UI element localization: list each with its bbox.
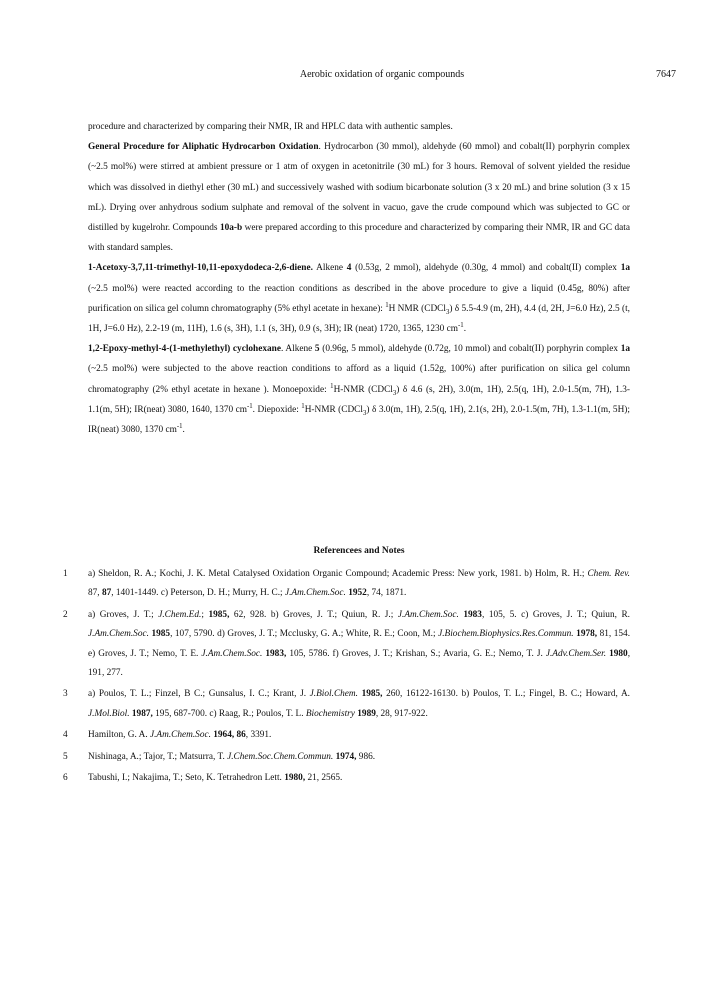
- year-bold: 1952: [348, 588, 367, 599]
- reference-item: [63, 726, 630, 745]
- reference-number: 3: [63, 689, 68, 700]
- text-span: a) Poulos, T. L.; Finzel, B C.; Gunsalus, I. C.; Krant, J.: [88, 689, 310, 700]
- text-span: , 105, 5. c) Groves, J. T.; Quiun, R.: [481, 609, 630, 620]
- text-span: ;: [201, 609, 209, 620]
- text-span: , 107, 5790. d) Groves, J. T.; Mcclusky, G. A.; White, R. E.; Coon, M.;: [170, 629, 439, 640]
- reference-item: [63, 769, 630, 788]
- reference-number: 1: [63, 569, 68, 579]
- text-span: (0.96g, 5 mmol), aldehyde (0.72g, 10 mmol) and cobalt(II) porphyrin complex: [319, 344, 621, 355]
- journal-name: Biochemistry: [305, 708, 355, 719]
- reference-text: [88, 769, 630, 788]
- journal-name: Chem. Rev.: [587, 569, 630, 579]
- year-bold: 1980: [609, 648, 628, 659]
- compound-label: 4: [346, 263, 352, 274]
- body-text: [88, 117, 630, 440]
- compound-label: 5: [314, 344, 320, 355]
- running-title: Aerobic oxidation of organic compounds: [299, 69, 465, 80]
- year-bold: 1964, 86: [213, 730, 246, 741]
- text-span: 105, 5786. f) Groves, J. T.; Krishan, S.; Avaria, G. E.; Nemo, T. J.: [286, 648, 546, 659]
- text-span: 87,: [88, 588, 102, 599]
- year-bold: 1978,: [576, 629, 598, 640]
- compound-label: 1a: [620, 344, 630, 355]
- text-span: , 191, 277.: [88, 648, 631, 679]
- reference-text: [88, 606, 630, 684]
- text-span: 195, 687-700. c) Raag, R.; Poulos, T. L.: [152, 708, 306, 719]
- text-span: 260, 16122-16130. b) Poulos, T. L.; Fingel, B. C.; Howard, A.: [382, 689, 630, 700]
- reference-text: [88, 726, 630, 745]
- year-bold: 1987,: [131, 708, 153, 719]
- year-bold: 1985,: [361, 689, 383, 700]
- compound-label: 10a-b: [219, 223, 243, 234]
- text-span: ) δ 5.5-4.9 (m, 2H), 4.4 (d, 2H, J=6.0 Hz), 2.5 (t, 1H, J=6.0 Hz), 2.2-19 (m, 11H), 1.6 (s, 3H), 1.1 (s, 3H), 0.9 (s, 3H); IR (neat) 1720, 1365, 1230 cm: [88, 303, 630, 335]
- text-span: H NMR (CDCl: [388, 303, 446, 314]
- superscript: -1: [458, 321, 464, 329]
- paragraph-acetoxy-compound: [88, 258, 630, 339]
- paragraph-general-procedure: [88, 137, 630, 258]
- text-span: , 1401-1449. c) Peterson, D. H.; Murry, H. C.;: [111, 588, 285, 599]
- year-bold: 1980,: [284, 773, 306, 784]
- reference-number: 4: [63, 730, 68, 741]
- superscript: 1: [330, 382, 334, 390]
- reference-item: [63, 685, 630, 724]
- text-span: , 3391.: [245, 730, 272, 741]
- year-bold: 1985,: [208, 609, 230, 620]
- text-span: (0.53g, 2 mmol), aldehyde (0.30g, 4 mmol) and cobalt(II) complex: [351, 263, 621, 274]
- reference-number: 6: [63, 773, 68, 784]
- subscript: 3: [362, 409, 367, 417]
- superscript: 1: [301, 402, 305, 410]
- text-span: Hamilton, G. A.: [88, 730, 150, 741]
- journal-name: J.Chem.Ed.: [158, 609, 202, 620]
- text-span: .: [182, 425, 185, 436]
- journal-name: J.Am.Chem.Soc.: [284, 588, 346, 599]
- page-number: 7647: [656, 69, 676, 80]
- compound-label: 1a: [620, 263, 631, 274]
- text-span: . Alkene: [280, 344, 315, 355]
- reference-text: [88, 685, 630, 724]
- procedure-text-end: were prepared according to this procedure and characterized by comparing their NMR, IR and GC data with standard samples.: [88, 223, 630, 254]
- text-span: Nishinaga, A.; Tajor, T.; Matsurra, T.: [88, 751, 228, 762]
- year-bold: 1983: [463, 609, 482, 620]
- reference-item: [63, 565, 630, 604]
- text-span: , 28, 917-922.: [375, 708, 428, 719]
- text-span: H-NMR (CDCl: [333, 384, 393, 395]
- year-bold: 1985: [151, 629, 171, 640]
- text-span: (~2.5 mol%) were subjected to the above reaction conditions to afford as a liquid (1.52g, 100%) after purification on silica gel column chromatography (2% ethyl acetate in hexane ). Monoepoxide:: [88, 364, 630, 395]
- journal-name: J.Adv.Chem.Ser.: [545, 648, 607, 659]
- text-span: .: [463, 324, 467, 335]
- text-span: H-NMR (CDCl: [304, 404, 363, 415]
- journal-name: J.Biol.Chem.: [309, 689, 358, 700]
- year-bold: 1989: [357, 708, 376, 719]
- reference-number: 5: [63, 751, 68, 762]
- text-span: Alkene: [312, 263, 347, 274]
- year-bold: 1983,: [265, 648, 287, 659]
- journal-name: J.Chem.Soc.Chem.Commun.: [227, 751, 334, 762]
- subscript: 3: [392, 389, 397, 397]
- year-bold: 1974,: [335, 751, 357, 762]
- references-heading: Referencees and Notes: [313, 546, 405, 556]
- paragraph-epoxy-compound: [88, 339, 630, 440]
- journal-name: J.Am.Chem.Soc.: [88, 629, 149, 640]
- procedure-text: . Hydrocarbon (30 mmol), aldehyde (60 mmol) and cobalt(II) porphyrin complex (~2.5 mol%) were stirred at ambient pressure or 1 atm of oxygen in acetonitrile (30 mL) for 3 hours. Removal of solvent yielded the residue which was dissolved in diethyl ether (30 mL) and successively washed with sodium bicarbonate solution (3 x 20 mL) and brine solution (3 x 15 mL). Drying over anhydrous sodium sulphate and removal of the solvent in vacuo, gave the crude compound which was subjected to GC or distilled by kugelrohr. Compounds: [88, 142, 631, 234]
- text-span: . Diepoxide:: [252, 404, 302, 415]
- text-span: 21, 2565.: [305, 773, 343, 784]
- superscript: 1: [385, 301, 389, 309]
- journal-name: J.Am.Chem.Soc.: [201, 648, 263, 659]
- reference-text: [88, 565, 630, 604]
- journal-name: J.Am.Chem.Soc.: [397, 609, 459, 620]
- subscript: 3: [445, 308, 450, 316]
- journal-name: J.Am.Chem.Soc.: [149, 730, 211, 741]
- text-span: , 74, 1871.: [366, 588, 407, 599]
- references-list: [63, 565, 630, 790]
- paragraph-1: procedure and characterized by comparing their NMR, IR and HPLC data with authentic samples.: [88, 122, 453, 132]
- reference-item: [63, 748, 630, 767]
- reference-text: [88, 748, 630, 767]
- journal-name: J.Mol.Biol.: [88, 708, 130, 719]
- reference-item: [63, 606, 630, 684]
- page-header: [88, 69, 676, 85]
- reference-number: 2: [63, 609, 68, 620]
- text-span: a) Sheldon, R. A.; Kochi, J. K. Metal Catalysed Oxidation Organic Compound; Academic Press: New york, 1981. b) Holm, R. H.;: [88, 569, 588, 579]
- text-span: a) Groves, J. T.;: [88, 609, 159, 620]
- compound-heading-1: 1-Acetoxy-3,7,11-trimethyl-10,11-epoxydodeca-2,6-diene.: [88, 263, 313, 274]
- text-span: ) δ 3.0(m, 1H), 2.5(q, 1H), 2.1(s, 2H), 2.0-1.5(m, 7H), 1.3-1.1(m, 5H); IR(neat) 3080, 1370 cm: [88, 404, 630, 436]
- text-span: 62, 928. b) Groves, J. T.; Quiun, R. J.;: [229, 609, 398, 620]
- text-span: 81, 154. e) Groves, J. T.; Nemo, T. E.: [88, 629, 631, 659]
- text-span: (~2.5 mol%) were reacted according to the reaction conditions as described in the above procedure to give a liquid (0.45g, 80%) after purification on silica gel column chromatography (5% ethyl acetate in hexane):: [88, 283, 630, 314]
- compound-heading-2: 1,2-Epoxy-methyl-4-(1-methylethyl) cyclohexane: [88, 344, 281, 355]
- text-span: ) δ 4.6 (s, 2H), 3.0(m, 1H), 2.5(q, 1H), 2.0-1.5(m, 7H), 1.3-1.1(m, 5H); IR(neat) 3080, 1640, 1370 cm: [88, 384, 630, 415]
- superscript: -1: [176, 422, 183, 430]
- procedure-heading: General Procedure for Aliphatic Hydrocarbon Oxidation: [88, 142, 319, 153]
- text-span: 986.: [356, 751, 376, 762]
- journal-name: J.Biochem.Biophysics.Res.Commun.: [438, 629, 574, 640]
- year-bold: 87: [101, 588, 112, 599]
- text-span: Tabushi, I.; Nakajima, T.; Seto, K. Tetrahedron Lett.: [88, 773, 285, 784]
- superscript: -1: [247, 402, 253, 410]
